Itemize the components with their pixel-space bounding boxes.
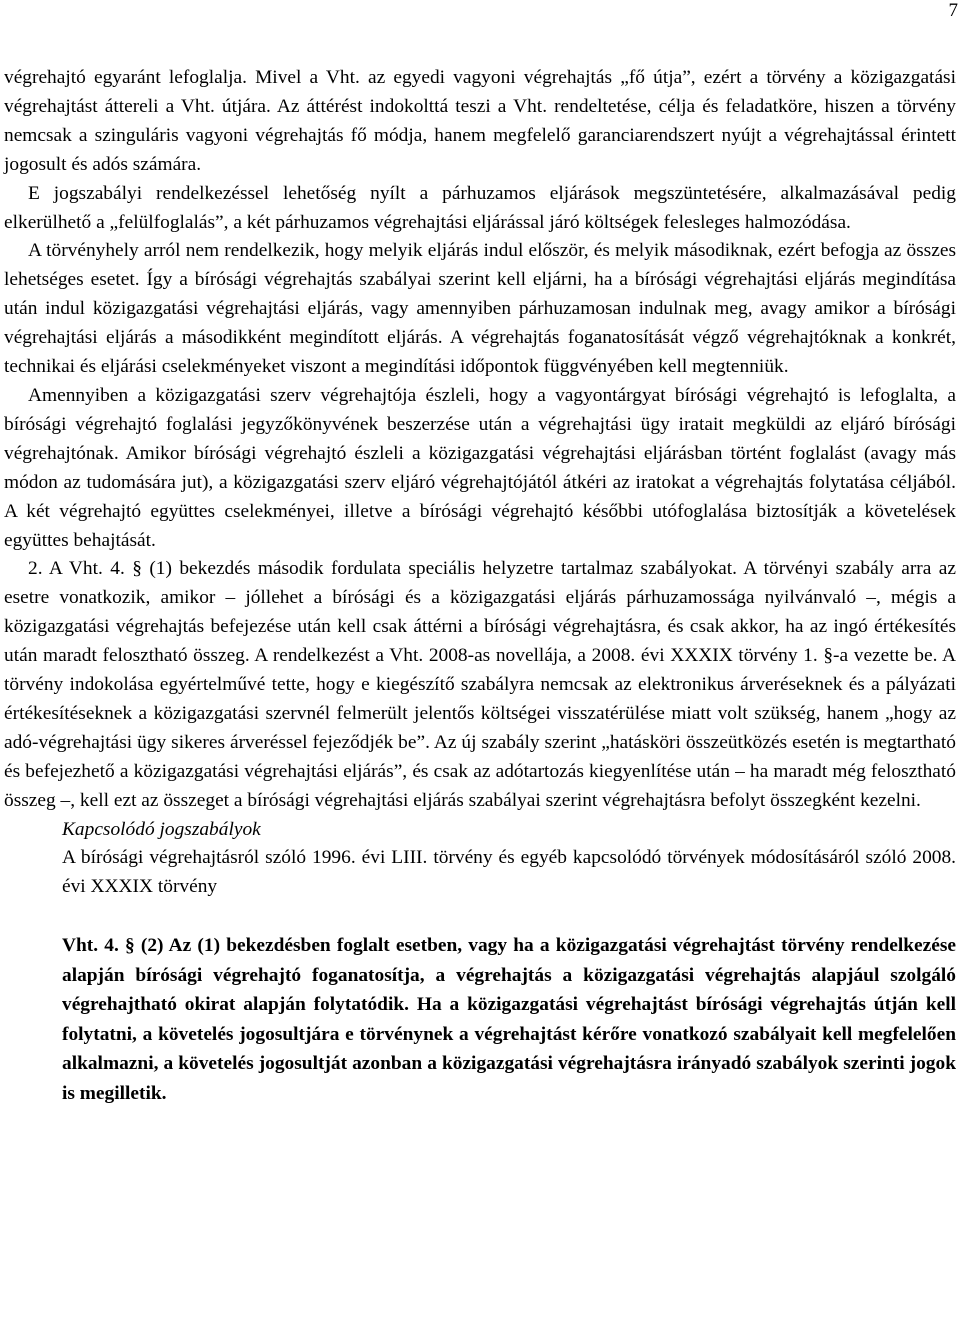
related-legislation-title: Kapcsolódó jogszabályok [62, 818, 261, 840]
statute-text: Vht. 4. § (2) Az (1) bekezdésben foglalt esetben, vagy ha a közigazgatási végrehajtást törvény rendelkezése alapján bírósági végrehajtó foganatosítja, a végrehajtás a közigazgatási végrehajtás alapjául szolgáló végrehajtható okirat alapján folytatódik. Ha a közigazgatási végrehajtást bírósági végrehajtás útján kell folytatni, a követelés jogosultjára e törvénynek a végrehajtást kérőre vonatkozó szabályait kell megfelelően alkalmazni, a követelés jogosultját azonban a közigazgatási végrehajtásra irányadó szabályok szerinti jogok is megilletik. [62, 935, 956, 1104]
paragraph-5: 2. A Vht. 4. § (1) bekezdés második fordulata speciális helyzetre tartalmaz szabályokat. A törvényi szabály arra az esetre vonatkozik, amikor – jóllehet a bírósági és a közigazgatási eljárás párhuzamossága nyilvánvaló –, mégis a közigazgatási végrehajtás befejezése után kell csak áttérni a bírósági végrehajtásra, és csak akkor, ha az ingó értékesítés után maradt felosztható összeg. A rendelkezést a Vht. 2008-as novellája, a 2008. évi XXXIX törvény 1. §-a vezette be. A törvény indokolása egyértelművé tette, hogy e kiegészítő szabályra nemcsak az elektronikus árveréseknek és a pályázati értékesítéseknek a közigazgatási szervnél felmerült jelentős költségei visszatérülése miatt volt szükség, hanem „hogy az adó-végrehajtási ügy sikeres árveréssel fejeződjék be”. Az új szabály szerint „hatásköri összeütközés esetén is megtartható és befejezhető a közigazgatási végrehajtási eljárás”, és csak az adótartozás kiegyenlítése után – ha maradt még felosztható összeg –, kell ezt az összeget a bírósági végrehajtási eljárás szabályai szerint végrehajtásra befolyt összegként kezelni. [4, 558, 956, 811]
document-body [4, 64, 956, 1128]
paragraph-4: Amennyiben a közigazgatási szerv végrehajtója észleli, hogy a vagyontárgyat bírósági végrehajtó is lefoglalta, a bírósági végrehajtó foglalási jegyzőkönyvének beszerzése után a végrehajtási ügy iratait megküldi az eljáró bírósági végrehajtónak. Amikor bírósági végrehajtó észleli a közigazgatási végrehajtási eljárásban történt foglalást (avagy más módon az tudomására jut), a közigazgatási szerv eljáró végrehajtójától átkéri az iratokat a végrehajtás folytatása céljából. A két végrehajtó együttes cselekményei, illetve a bírósági végrehajtó későbbi utófoglalása biztosítják a követelések együttes behajtását. [4, 384, 956, 551]
related-legislation [4, 816, 956, 903]
paragraph-3: A törvényhely arról nem rendelkezik, hogy melyik eljárás indul először, és melyik másodiknak, ezért befogja az összes lehetséges esetet. Így a bírósági végrehajtás szabályai szerint kell eljárni, ha a bírósági végrehajtási eljárás megindítása után indul közigazgatási végrehajtási eljárás, vagy amennyiben párhuzamosan indulnak meg, avagy amikor a bírósági végrehajtási eljárás a másodikként megindított eljárás. A végrehajtás foganatosítását végző végrehajtóknak a konkrét, technikai és eljárási cselekményeket viszont a megindítási időpontok függvényében kell megtenniük. [4, 240, 956, 378]
page-number: 7 [948, 0, 958, 21]
related-legislation-text: A bírósági végrehajtásról szóló 1996. évi LIII. törvény és egyéb kapcsolódó törvények módosításáról szóló 2008. évi XXXIX törvény [62, 847, 956, 898]
paragraph-1: végrehajtó egyaránt lefoglalja. Mivel a Vht. az egyedi vagyoni végrehajtás „fő útja”, ezért a törvény a közigazgatási végrehajtást áttereli a Vht. útjára. Az áttérést indokolttá teszi a Vht. rendeltetése, célja és feladatköre, hiszen a törvény nemcsak a szinguláris vagyoni végrehajtás fő módja, hanem megfelelő garanciarendszert nyújt a végrehajtással érintett jogosult és adós számára. [4, 67, 956, 175]
paragraph-2: E jogszabályi rendelkezéssel lehetőség nyílt a párhuzamos eljárások megszüntetésére, alkalmazásával pedig elkerülhető a „felülfoglalás”, a két párhuzamos végrehajtási eljárással járó költségek felesleges halmozódása. [4, 182, 956, 233]
